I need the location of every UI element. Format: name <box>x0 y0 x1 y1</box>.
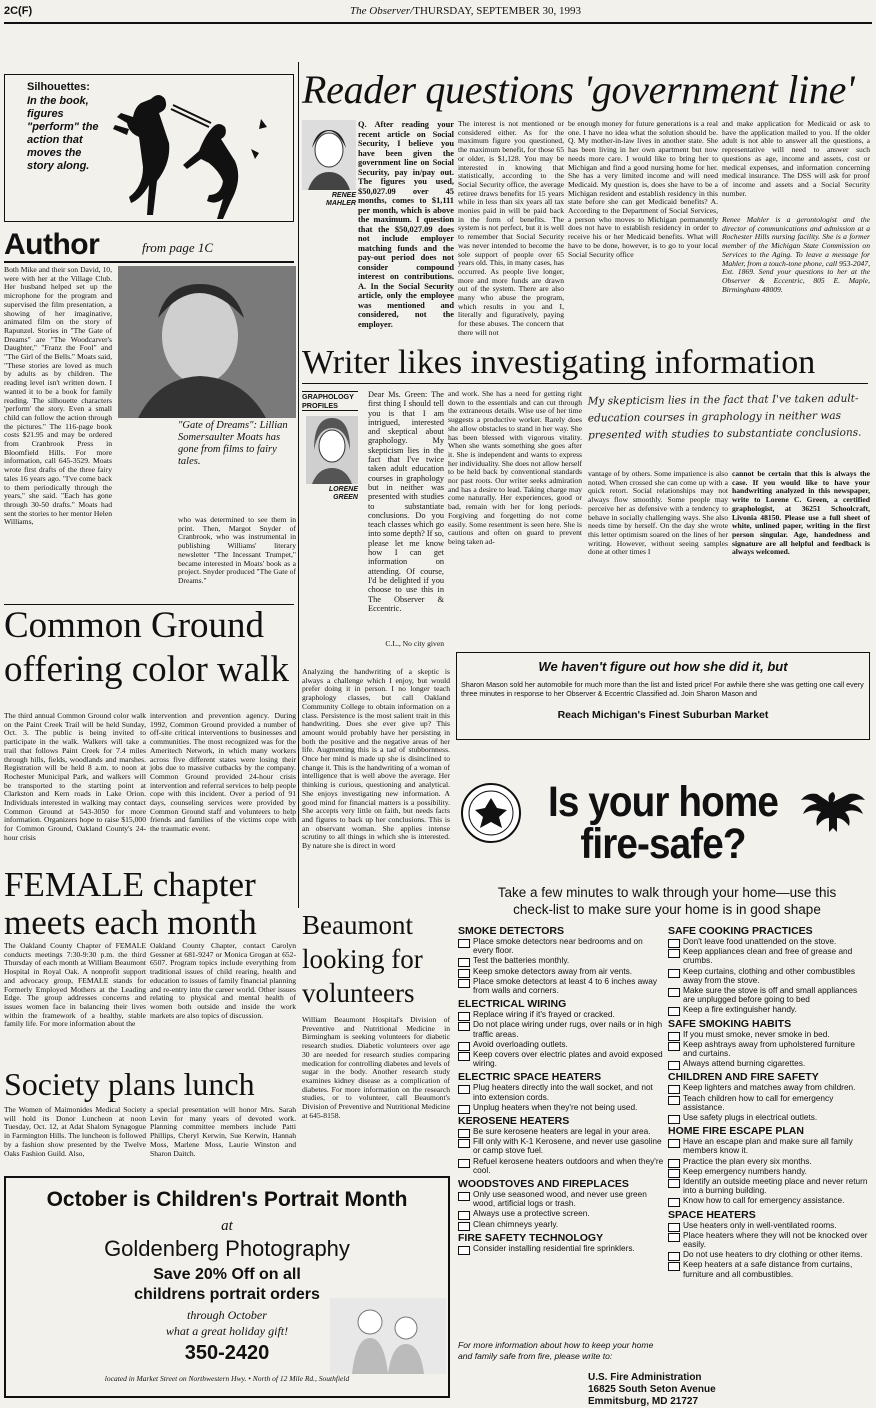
green-byline: LORENE GREEN <box>328 486 358 501</box>
checklist-heading: WOODSTOVES AND FIREPLACES <box>458 1178 629 1191</box>
checklist-heading: SAFE SMOKING HABITS <box>668 1017 792 1030</box>
graphology-tag: GRAPHOLOGY <box>302 391 358 401</box>
paper-name: The Observer/ <box>350 5 414 17</box>
checklist <box>668 1030 870 1069</box>
mahler-byline: RENEE MAHLER <box>326 192 356 207</box>
checklist-item[interactable]: Know how to call for emergency assistance. <box>668 1196 870 1205</box>
checklist <box>458 937 664 995</box>
fire-subtitle: Take a few minutes to walk through your home—use this check-list to make sure your home is in good shape <box>497 885 837 917</box>
writer-headline: Writer likes investigating information <box>302 344 816 381</box>
fire-agency: U.S. Fire Administration <box>588 1372 702 1383</box>
beaumont-headline-3: volunteers <box>302 978 415 1008</box>
author-headline: Author <box>4 228 100 261</box>
society-col-2: a special presentation will honor Mrs. Sarah Levin for many years of devoted work. Planning committee members include Patti Phillips, Cheryl Kerwin, Sue Kerwin, Hannah Moss, Marlene Moss, Laurie Winston and Sharon Daitch. <box>150 1105 296 1158</box>
author-photo <box>118 266 296 418</box>
reader-col-3: be enough money for future generations is a real one. I have no idea what the solution should be. Q. My mother-in-law lives in another state. She has been living in her own apartment but now needs more care. I would like to bring her to Michigan and find a good nursing home for her. She has a very limited income and will need Medicaid. My question is, does she have to be a Michigan resident and establish residency in this state before she can get Medicaid benefits? A. According to the Department of Social Services, a person who moves to Michigan permanently does not have to establish residency in order to receive his or her Medicaid benefits. What will have to be done, however, is to go to your local Social Security office <box>568 119 718 259</box>
checklist-item[interactable]: Teach children how to call for emergency assistance. <box>668 1094 870 1112</box>
common-headline-2: offering color walk <box>4 649 289 690</box>
reader-col-4: and make application for Medicaid or ask to have the application mailed to you. If the older adult is not able to answer all the questions, a representative will need to answer such questions as age, income and assets, cost or medical expenses, and information concerning medical insurance. The DSS will ask for proof of income and assets and a Social Security number. <box>722 119 870 198</box>
writer-col-4: cannot be certain that this is always the case. If you would like to have your handwriting analyzed in this newspaper, write to Lorene C. Green, a certified graphologist, at 36251 Schoolcraft, Livonia 48150. Please use a full sheet of white, unlined paper, writing in the first person singular. Age, handedness and signature are all helpful and feedback is always welcomed. <box>732 469 870 557</box>
checklist-item[interactable]: Consider installing residential fire sprinklers. <box>458 1244 664 1253</box>
issue-date: THURSDAY, SEPTEMBER 30, 1993 <box>413 5 582 17</box>
portrait-ad <box>4 1176 450 1398</box>
common-col-2: intervention and prevention agency. During 1992, Common Ground provided a number of off-site critical interventions to businesses and communities. The most recognized was for the Ameritech Network, in which many workers across five different states were losing their jobs due to massive cutbacks by the company. Common Ground provided 24-hour crisis intervention and referral services to help people cope with this incident. Over a period of 91 days, counseling services were provided by Common Ground staff and volunteers to help friends and families of the victims cope with the traumatic event. <box>150 711 296 834</box>
checklist-item[interactable]: Use heaters only in well-ventilated rooms. <box>668 1221 870 1230</box>
fire-title-2: fire-safe? <box>580 820 746 868</box>
checklist-heading: ELECTRIC SPACE HEATERS <box>458 1071 602 1084</box>
checklist <box>668 937 870 1015</box>
author-body: Both Mike and their son David, 10, were with her at the Village Club. Her husband helped set up the microphone for the program and supervised the film presentation, a showing of her imaginative, animated film on the story of Rapunzel. Stories in "The Gate of Dreams" are "The Woodcarver's Daughter," "Franz the Fool" and "The Girl of the Bells." Moats said, "These stories are loved as much by adults as by children. The reading level isn't written down. I wanted it to be a book for family reading. The silhouette characters 'perform' the story. Even a small child can follow the action through the pictures." The 116-page book costs $21.95 and may be ordered from Cranbrook Press in Bloomfield Hills. For more information, call 645-3529. Moats wrote first drafts of the three fairy tales 16 years ago. "I've come back to them periodically through the years," she said. "Each has gone through 30-50 drafts." Moats had sent the stories to her mentor Helen Williams, <box>4 265 112 527</box>
writer-col-5: Analyzing the handwriting of a skeptic is always a challenge which I enjoy, but would prefer doing it in person. I no longer teach graphology classes, but call Oakland Community College to obtain information on a class. Persistence is the most salient trait in this handwriting. Does she ever give up? This amount would probably have her persisting in both the positive and the negative areas of her life. Augmenting this is a tad of stubbornness. Once her mind is made up she is disinclined to change it. This is the handwriting of a woman of intelligence that is well above the average. Her thinking is curious, questioning and analytical. She enjoys investigating new information. A good mind for financial matters is a possibility. She accepts very little on faith, but needs facts and figures to back up her conclusions. This is an observant woman. She applies intense scrutiny to all things in which she is interested. By nature she is direct in word <box>302 667 450 851</box>
checklist-item[interactable]: Plug heaters directly into the wall socket, and not into extension cords. <box>458 1083 664 1101</box>
checklist-item[interactable]: Keep emergency numbers handy. <box>668 1167 870 1176</box>
classified-tagline: Reach Michigan's Finest Suburban Market <box>557 709 769 721</box>
reader-bio: Renee Mahler is a gerontologist and the director of communications and admission at a Rochester Hills nursing facility. She is a former member of the Michigan State Commission on Services to the Aging. To leave a message for Mahler, from a touch-tone phone, call 953-2047, Ext. 1869. Send your questions to her at the Observer & Eccentric, 805 E. Maple, Birmingham 48009. <box>722 215 870 294</box>
fire-safety-ad <box>456 744 870 1407</box>
common-headline-1: Common Ground <box>4 605 265 646</box>
checklist <box>458 1083 664 1112</box>
classified-headline: We haven't figure out how she did it, but <box>538 659 788 674</box>
reader-col-2: The interest is not mentioned or considered either. As for the maximum figure you questioned, the maximum benefit, for those 65 or older, is $1,128. You may be interested in knowing that statistically, according to the Social Security office, the average retiree draws benefits for 15 years while in less than six years all tax monies paid in will be paid back in the form of benefits. The system is not perfect, but it is well to remember that Social Security was never intended to become the sole support of people over 65 years old. This, in many cases, has occurred. As people live longer, more and more funds are drawn out of the system. There are also many who abuse the program, which results in you and I, literally and figuratively, paying for these abuses. The concern that there will not <box>458 119 564 337</box>
portrait-title: October is Children's Portrait Month <box>46 1188 408 1211</box>
beaumont-headline-1: Beaumont <box>302 910 413 940</box>
page-header <box>0 0 876 22</box>
reader-headline: Reader questions 'government line' <box>302 67 855 112</box>
checklist-item[interactable]: Fill only with K-1 Kerosene, and never use gasoline or camp stove fuel. <box>458 1137 664 1155</box>
portrait-gift: what a great holiday gift! <box>165 1324 289 1338</box>
silhouette-caption: In the book, figures "perform" the action that moves the story along. <box>27 95 99 172</box>
checklist-item[interactable]: Be sure kerosene heaters are legal in your area. <box>458 1127 664 1136</box>
checklist-item[interactable]: Keep heaters at a safe distance from curtains, furniture and all combustibles. <box>668 1260 870 1278</box>
checklist-item[interactable]: Keep smoke detectors away from air vents. <box>458 967 664 976</box>
classified-ad <box>456 652 870 740</box>
fire-right-column <box>668 922 870 1402</box>
writer-signature: C.L., No city given <box>385 639 444 648</box>
checklist-item[interactable]: Only use seasoned wood, and never use green wood, artificial logs or trash. <box>458 1190 664 1208</box>
portrait-offer-2: childrens portrait orders <box>134 1286 320 1303</box>
checklist-item[interactable]: If you must smoke, never smoke in bed. <box>668 1030 870 1039</box>
fire-left-column <box>458 922 664 1342</box>
female-col-1: The Oakland County Chapter of FEMALE conducts meetings 7:30-9:30 p.m. the third Thursday of each month at William Beaumont Hospital in Royal Oak. A nonprofit support and advocacy group, FEMALE stands for Formerly Employed Mothers at the Leading Edge. The group addresses concerns and issues women face in balancing their lives within the framework of a healthy, stable family life. For more information about the <box>4 941 146 1029</box>
writer-col-1: Dear Ms. Green: The first thing I should tell you is that I am intrigued, interested and skeptical about graphology. My skepticism lies in the fact that I've twice taken adult education courses in graphology but in neither was presented with studies to substantiate conclusions. Do you teach classes which go into some depth? If so, please let me know how I can get information on attending. Of course, I'd be delighted if you choose to use this in The Observer & Eccentric. <box>368 390 444 613</box>
checklist-item[interactable]: Keep curtains, clothing and other combustibles away from the stove. <box>668 967 870 985</box>
portrait-location: located in Market Street on Northwestern Hwy. • North of 12 Mile Rd., Southfield <box>104 1374 350 1383</box>
beaumont-body: William Beaumont Hospital's Division of Preventive and Nutritional Medicine in Birmingham is seeking volunteers for diabetic research studies. Diabetic volunteers over age 30 are needed for research studies comparing medication for controlling diabetes and levels of sugar in the body. Another research study examines kidney disease as a complication of diabetes. For more information on the research studies, or to volunteer, call Beaumont's Division of Preventive and Nutritional Medicine at 645-8158. <box>302 1015 450 1120</box>
checklist-item[interactable]: Unplug heaters when they're not being used. <box>458 1103 664 1112</box>
checklist-item[interactable]: Always attend burning cigarettes. <box>668 1059 870 1068</box>
common-col-1: The third annual Common Ground color walk on the Paint Creek Trail will be held Sunday, Oct. 3. The public is being invited to participate in the walk. Walkers will take a trail that follows Paint Creek for 7.4 miles through hills, fields, woodlands and marshes. Registration will be held 8 a.m. to noon at Rochester Municipal Park, and walkers will be transported to the starting point at Clarkston and Kern roads in Lake Orion. Individuals interested in walking may contact Common Ground at 543-3050 for more information. Organizers hope to raise $15,000 for Common Ground, Oakland County's 24-hour crisis <box>4 711 146 842</box>
silhouette-box <box>4 74 294 222</box>
checklist-heading: SPACE HEATERS <box>668 1208 756 1221</box>
fire-footer-text: For more information about how to keep your home and family safe from fire, please write to: <box>458 1340 654 1361</box>
checklist-heading: FIRE SAFETY TECHNOLOGY <box>458 1231 604 1244</box>
checklist <box>458 1190 664 1229</box>
female-headline-2: meets each month <box>4 903 257 942</box>
handwriting-sample <box>588 391 871 464</box>
society-headline: Society plans lunch <box>4 1066 255 1102</box>
checklist-item[interactable]: Keep covers over electric plates and avoid exposed wiring. <box>458 1050 664 1068</box>
author-photo-caption: "Gate of Dreams": Lillian Somersaulter Moats has gone from films to fairy tales. <box>178 420 288 467</box>
checklist-heading: ELECTRICAL WIRING <box>458 998 567 1011</box>
writer-col-3: vantage of by others. Some impatience is also noted. When crossed she can come up with a quick retort. Social relationships may not always flow smoothly. Some people may perceive her as defensive with a tendency to behave in socially challenging ways. She also needs time by herself. On the day she wrote this letter optimism soared on the lines of her writing. However, without seeing samples done at other times I <box>588 469 728 557</box>
checklist-item[interactable]: Keep lighters and matches away from children. <box>668 1083 870 1092</box>
checklist-item[interactable]: Keep appliances clean and free of grease and crumbs. <box>668 947 870 965</box>
checklist-item[interactable]: Refuel kerosene heaters outdoors and when they're cool. <box>458 1157 664 1175</box>
handwriting-text: My skepticism lies in the fact that I've taken adult-education courses in graphology in neither was presented with studies to substantiate conclusions. <box>587 392 862 442</box>
checklist-item[interactable]: Do not place wiring under rugs, over nails or in high traffic areas. <box>458 1020 664 1038</box>
checklist-heading: KEROSENE HEATERS <box>458 1115 570 1128</box>
silhouette-figures-image <box>101 79 289 219</box>
portrait-through: through October <box>187 1308 267 1322</box>
checklist <box>458 1127 664 1175</box>
reader-col-1: Q. After reading your recent article on Social Security, I believe you have been given the government line on Social Security, pay in/pay out. The figures you used, $50,027.09 over 45 months, comes to $1,111 per month, which is above the maximum. I question that the $50,027.09 does not include employer matching funds and the pay-out period does not consider compound interest on contributions. A. In the Social Security article, only the employee was mentioned and considered, not the employer. <box>358 120 454 329</box>
checklist-heading: HOME FIRE ESCAPE PLAN <box>668 1125 804 1138</box>
checklist-item[interactable]: Don't leave food unattended on the stove. <box>668 937 870 946</box>
fire-city: Emmitsburg, MD 21727 <box>588 1396 699 1407</box>
checklist-item[interactable]: Test the batteries monthly. <box>458 956 664 965</box>
author-body-2: who was determined to see them in print. Then, Margot Snyder of Cranbrook, who was instrumental in publishing Williams' literary newsletter "The Incessant Trumpet," became interested in Moats' book as a project. Snyder produced "The Gate of Dreams." <box>178 515 296 585</box>
checklist-item[interactable]: Keep a fire extinguisher handy. <box>668 1005 870 1014</box>
profiles-tag: PROFILES <box>302 401 358 411</box>
fire-street: 16825 South Seton Avenue <box>588 1384 716 1395</box>
classified-body: Sharon Mason sold her automobile for much more than the list and listed price! For awhile there she was getting one call every three minutes in response to her Observer & Eccentric Classified ad. Join Sharon Mason and <box>461 680 864 698</box>
children-photo <box>330 1298 446 1374</box>
fire-title-1: Is your home <box>547 778 779 826</box>
checklist-item[interactable]: Place smoke detectors near bedrooms and on every floor. <box>458 937 664 955</box>
portrait-at: at <box>221 1218 233 1234</box>
checklist <box>458 1244 664 1253</box>
author-jump: from page 1C <box>142 240 214 255</box>
checklist-item[interactable]: Clean chimneys yearly. <box>458 1220 664 1229</box>
mahler-photo <box>302 120 356 190</box>
green-photo <box>306 416 358 484</box>
checklist-heading: SMOKE DETECTORS <box>458 925 564 937</box>
silhouette-label: Silhouettes: <box>27 81 90 93</box>
checklist-item[interactable]: Do not use heaters to dry clothing or other items. <box>668 1250 870 1259</box>
beaumont-headline <box>302 908 452 1010</box>
female-headline-1: FEMALE chapter <box>4 865 256 904</box>
page-number: 2C(F) <box>4 5 33 17</box>
checklist-item[interactable]: Use safety plugs in electrical outlets. <box>668 1113 870 1122</box>
checklist-item[interactable]: Identify an outside meeting place and never return into a burning building. <box>668 1177 870 1195</box>
society-col-1: The Women of Maimonides Medical Society will hold its Donor Luncheon at noon Tuesday, Oct. 12, at Adat Shalom Synagogue in Farmington Hills. The luncheon is followed by a fashion show presented by the Twelve Oaks Fashion Guild. Also, <box>4 1105 146 1158</box>
checklist-item[interactable]: Practice the plan every six months. <box>668 1157 870 1166</box>
checklist-item[interactable]: Make sure the stove is off and small appliances are unplugged before going to bed <box>668 986 870 1004</box>
checklist-item[interactable]: Place heaters where they will not be knocked over easily. <box>668 1231 870 1249</box>
portrait-offer-1: Save 20% Off on all <box>153 1266 301 1283</box>
checklist-heading: CHILDREN AND FIRE SAFETY <box>668 1071 819 1084</box>
writer-col-2: and work. She has a need for getting right down to the essentials and can cut through the extraneous details. Wise use of her time suggests a productive worker. Rarely does she allow obstacles to stand in her way. She has been blessed with vigorous vitality. When she wants something she goes after it. She is independent and wants to express her individuality. She does not allow herself to be held back by conventional standards nor past roots. Our writer seeks admiration and has a desire to lead. Taking charge may come naturally. Her experiences, good or bad, remain with her for long periods. Forgiving and forgetting do not come easily. Some resentment is seen here. She is cautious and often on guard to prevent being taken ad- <box>448 389 582 546</box>
checklist-item[interactable]: Replace wiring if it's frayed or cracked. <box>458 1010 664 1019</box>
portrait-phone: 350-2420 <box>184 1342 270 1364</box>
checklist <box>668 1221 870 1279</box>
checklist-item[interactable]: Always use a protective screen. <box>458 1209 664 1218</box>
beaumont-headline-2: looking for <box>302 944 423 974</box>
checklist-item[interactable]: Keep ashtrays away from upholstered furniture and curtains. <box>668 1040 870 1058</box>
portrait-image <box>118 266 296 418</box>
checklist-heading: SAFE COOKING PRACTICES <box>668 925 813 937</box>
female-col-2: Oakland County Chapter, contact Carolyn Gessner at 681-9247 or Monica Grogan at 652-6507. Program topics include everything from traditional issues of child rearing, health and education to issues of family financial planning and re-entry into the career world. Other issues relating to physical and mental health of women both outside and inside the work markets are also topics of discussion. <box>150 941 296 1020</box>
checklist-item[interactable]: Avoid overloading outlets. <box>458 1040 664 1049</box>
portrait-studio: Goldenberg Photography <box>104 1236 350 1261</box>
checklist <box>458 1010 664 1068</box>
checklist-item[interactable]: Have an escape plan and make sure all family members know it. <box>668 1137 870 1155</box>
checklist-item[interactable]: Place smoke detectors at least 4 to 6 inches away from walls and corners. <box>458 977 664 995</box>
checklist <box>668 1083 870 1122</box>
fire-address <box>588 1372 868 1408</box>
checklist <box>668 1137 870 1205</box>
